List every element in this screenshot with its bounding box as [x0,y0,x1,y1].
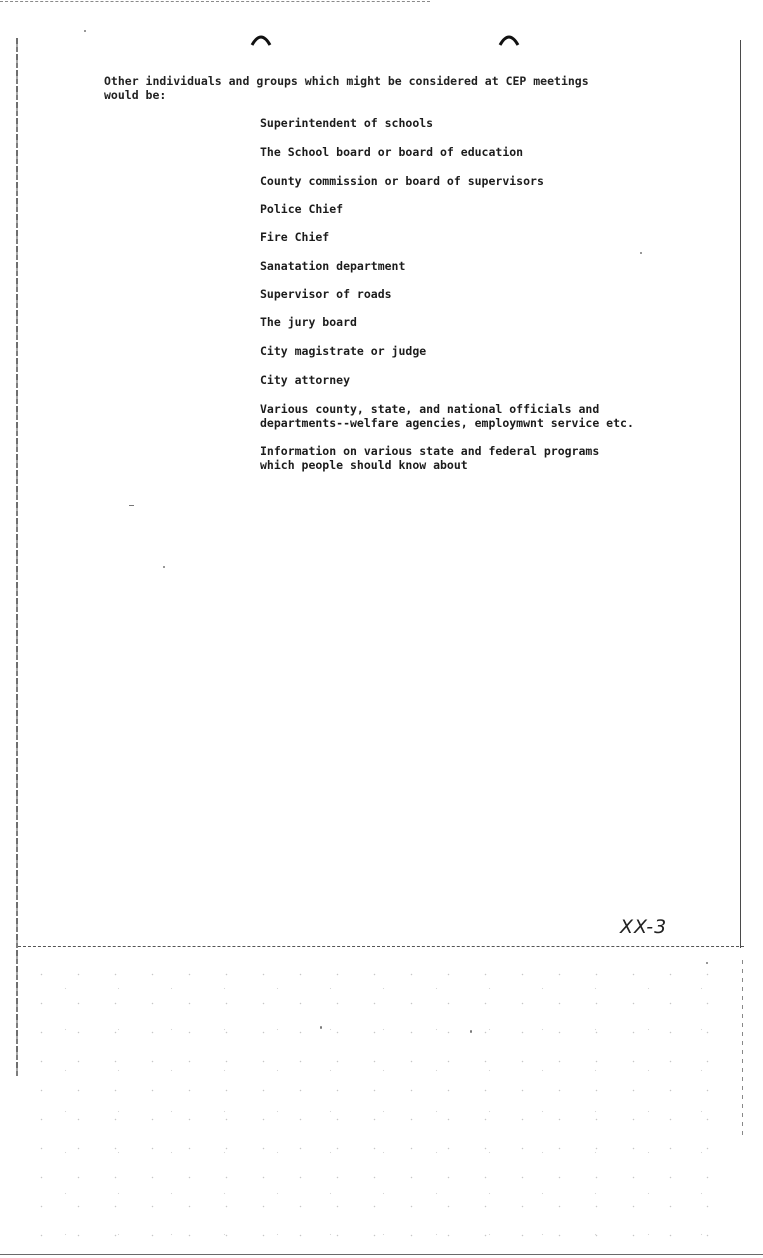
list-item: Information on various state and federal programs which people should know about [260,444,600,472]
list-item: Fire Chief [260,230,330,244]
list-item: The jury board [260,315,357,329]
list-item: Superintendent of schools [260,116,434,130]
list-item: The School board or board of education [260,145,524,159]
scan-speck [470,1030,472,1033]
scan-speck [163,566,165,568]
punch-hole-left-icon [250,32,272,46]
list-item: Various county, state, and national officials and departments--welfare agencies, employmwnt service etc. [260,402,634,430]
list-item: County commission or board of supervisors [260,174,544,188]
page-number: XX-3 [620,916,668,938]
list-item: Police Chief [260,202,344,216]
scan-speck [129,505,134,506]
intro-line: would be: [104,88,167,102]
list-item: City attorney [260,373,351,387]
right-lower-edge [742,960,743,1140]
intro-line: Other individuals and groups which might be considered at CEP meetings [104,74,589,88]
top-dashed-edge [0,1,430,2]
bottom-edge [0,1254,763,1255]
fold-line [18,946,744,947]
left-page-edge [16,38,18,1078]
list-item: City magistrate or judge [260,344,427,358]
list-item: Sanatation department [260,259,406,273]
scan-speck [706,962,708,964]
punch-hole-right-icon [498,32,520,46]
scan-speck [640,252,642,254]
scan-speck [84,30,86,32]
intro-paragraph [104,74,664,102]
right-page-edge [740,40,741,948]
scan-speck [320,1026,322,1029]
scan-noise [20,955,740,1245]
list-item: Supervisor of roads [260,287,392,301]
